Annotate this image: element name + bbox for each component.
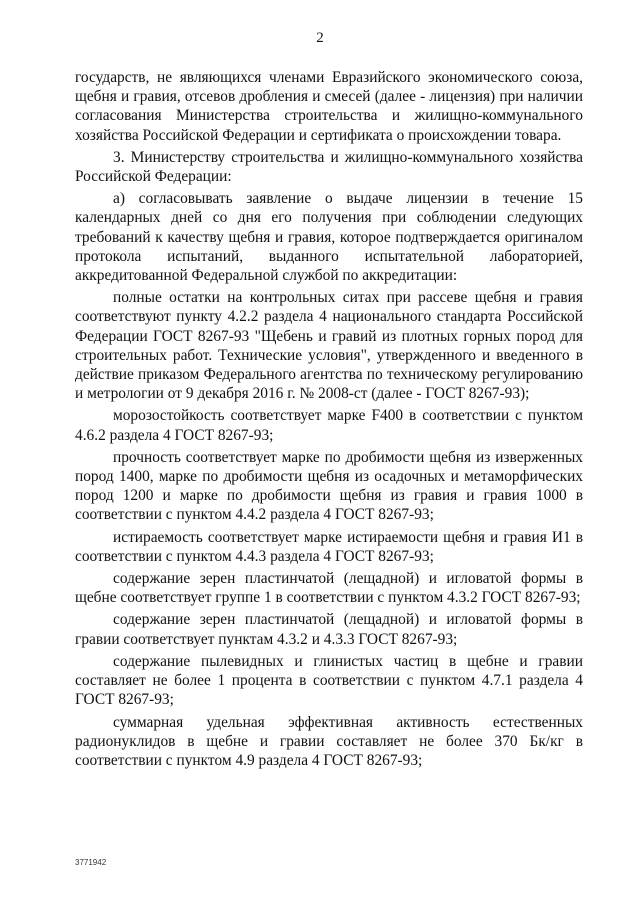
document-code: 3771942 (75, 858, 107, 867)
paragraph-requirement-frost: морозостойкость соответствует марке F400 в соответствии с пунктом 4.6.2 раздела 4 ГОСТ 8267-93; (75, 407, 583, 444)
paragraph-requirement-dust: содержание пылевидных и глинистых частиц в щебне и гравии составляет не более 1 процента в соответствии с пунктом 4.7.1 раздела 4 ГОСТ 8267-93; (75, 652, 583, 709)
paragraph-item-3: 3. Министерству строительства и жилищно-коммунального хозяйства Российской Федерации: (75, 148, 583, 186)
paragraph-requirement-abrasion: истираемость соответствует марке истираемости щебня и гравия И1 в соответствии с пунктом 4.4.3 раздела 4 ГОСТ 8267-93; (75, 528, 583, 565)
paragraph-continuation: государств, не являющихся членами Евразийского экономического союза, щебня и гравия, отсевов дробления и смесей (далее - лицензия) при наличии согласования Министерства строительства и жилищно-коммунального хозяйства Российской Федерации и сертификата о происхождении товара. (75, 69, 583, 144)
document-body (75, 68, 583, 770)
paragraph-requirement-flaky-gravel: содержание зерен пластинчатой (лещадной) и игловатой формы в гравии соответствует пунктам 4.3.2 и 4.3.3 ГОСТ 8267-93; (75, 611, 583, 648)
paragraph-subitem-a: а) согласовывать заявление о выдаче лицензии в течение 15 календарных дней со дня его получения при соблюдении следующих требований к качеству щебня и гравия, которое подтверждается оригиналом протокола испытаний, выданного испытательной лабораторией, аккредитованной Федеральной службой по аккредитации: (75, 190, 583, 285)
page-number: 2 (316, 30, 324, 46)
paragraph-requirement-strength: прочность соответствует марке по дробимости щебня из изверженных пород 1400, марке по дробимости щебня из осадочных и метаморфических пород 1200 и марке по дробимости щебня из гравия и гравия 1000 в соответствии с пунктом 4.4.2 раздела 4 ГОСТ 8267-93; (75, 448, 583, 524)
paragraph-requirement-radionuclides: суммарная удельная эффективная активность естественных радионуклидов в щебне и гравии составляет не более 370 Бк/кг в соответствии с пунктом 4.9 раздела 4 ГОСТ 8267-93; (75, 713, 583, 769)
paragraph-requirement-flaky-crushed: содержание зерен пластинчатой (лещадной) и игловатой формы в щебне соответствует группе 1 в соответствии с пунктом 4.3.2 ГОСТ 8267-93; (75, 570, 583, 607)
paragraph-requirement-sieve: полные остатки на контрольных ситах при рассеве щебня и гравия соответствуют пункту 4.2.2 раздела 4 национального стандарта Российской Федерации ГОСТ 8267-93 "Щебень и гравий из плотных горных пород для строительных работ. Технические условия", утвержденного и введенного в действие приказом Федерального агентства по техническому регулированию и метрологии от 9 декабря 2016 г. № 2008-ст (далее - ГОСТ 8267-93); (75, 289, 583, 403)
